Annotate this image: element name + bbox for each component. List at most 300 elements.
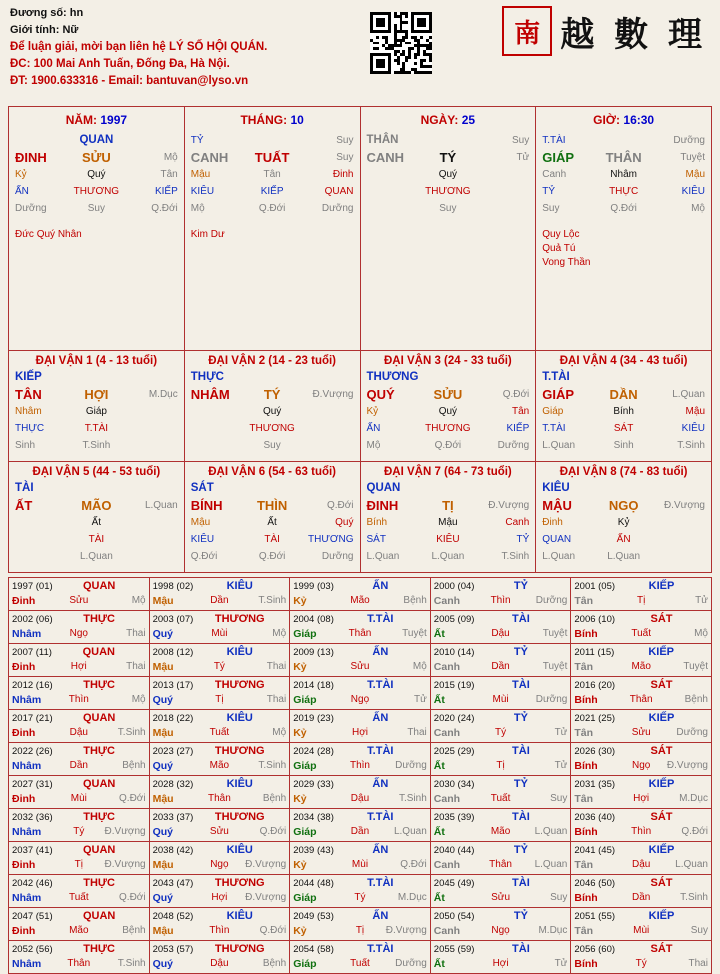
year-stem: Nhâm xyxy=(12,892,42,904)
year-stage: Tuyệt xyxy=(542,628,568,639)
year-ten-god: ẤN xyxy=(372,646,389,658)
year-stem: Bính xyxy=(574,760,598,772)
year-ten-god: SÁT xyxy=(650,943,673,955)
year-cell[interactable] xyxy=(9,743,150,776)
dai-van-period[interactable] xyxy=(185,351,361,461)
cell xyxy=(475,370,529,385)
year-stem: Canh xyxy=(433,925,461,937)
dai-van-line xyxy=(367,387,530,402)
year-ten-god: THƯƠNG xyxy=(214,613,265,625)
year-stem: Giáp xyxy=(293,760,317,772)
year-stem: Kỷ xyxy=(293,595,307,607)
year-ten-god: THỰC xyxy=(83,811,115,823)
year-stage: Bệnh xyxy=(684,694,708,705)
year-cell[interactable] xyxy=(290,842,431,875)
name-value: hn xyxy=(69,7,84,19)
year-stem: Ất xyxy=(433,958,445,970)
year-stem: Ất xyxy=(433,628,445,640)
year-cell[interactable] xyxy=(9,875,150,908)
cell: THỰC xyxy=(15,423,45,434)
year-ten-god: THỰC xyxy=(83,613,115,625)
cell: DẦN xyxy=(609,387,638,402)
page-header xyxy=(8,6,712,106)
year-code: 2032 (36) xyxy=(12,812,53,823)
cell: THƯƠNG xyxy=(73,186,120,197)
year-stage: Suy xyxy=(550,892,568,903)
year-branch: Dậu xyxy=(491,628,510,639)
cell: KIÊU xyxy=(681,186,705,197)
year-code: 2029 (33) xyxy=(293,779,334,790)
year-stem: Ất xyxy=(433,892,445,904)
cell: Đinh xyxy=(332,169,354,180)
cell xyxy=(191,404,245,419)
year-ten-god: THỰC xyxy=(83,679,115,691)
year-cell[interactable] xyxy=(290,809,431,842)
cell xyxy=(651,549,705,564)
cell xyxy=(124,133,178,148)
year-stem: Bính xyxy=(574,892,598,904)
year-code: 2042 (46) xyxy=(12,878,53,889)
dai-van-title: ĐẠI VẬN 5 (44 - 53 tuổi) xyxy=(32,466,161,478)
year-cell[interactable] xyxy=(290,578,431,611)
year-ten-god: THỰC xyxy=(83,745,115,757)
dai-van-title: ĐẠI VẬN 4 (34 - 43 tuổi) xyxy=(559,355,688,367)
year-code: 2006 (10) xyxy=(574,614,616,625)
brand-logo xyxy=(440,6,712,56)
year-cell[interactable] xyxy=(571,677,712,710)
year-cell[interactable] xyxy=(290,644,431,677)
cell xyxy=(124,404,178,419)
year-stem: Quý xyxy=(152,826,174,838)
table-row xyxy=(9,776,712,809)
year-ten-god: TỶ xyxy=(513,778,528,790)
year-cell[interactable] xyxy=(9,908,150,941)
year-ten-god: TÀI xyxy=(512,745,530,757)
dai-van-period[interactable] xyxy=(361,462,537,572)
table-row xyxy=(9,578,712,611)
year-cell[interactable] xyxy=(290,941,431,974)
cell xyxy=(299,370,353,385)
cell xyxy=(475,201,529,216)
year-code: 2003 (07) xyxy=(152,614,194,625)
year-cell[interactable] xyxy=(431,578,572,611)
year-cell[interactable] xyxy=(9,578,150,611)
year-code: 2048 (52) xyxy=(152,911,194,922)
year-cell[interactable] xyxy=(571,743,712,776)
year-cell[interactable] xyxy=(150,908,291,941)
year-cell[interactable] xyxy=(431,809,572,842)
cell: Đ.Vượng xyxy=(312,389,354,400)
year-code: 2041 (45) xyxy=(574,845,616,856)
year-code: 2020 (24) xyxy=(433,713,475,724)
cell: QUAN xyxy=(79,134,114,146)
year-cell[interactable] xyxy=(431,842,572,875)
cell xyxy=(245,481,299,496)
year-code: 2036 (40) xyxy=(574,812,616,823)
year-branch: Hợi xyxy=(633,793,650,804)
year-ten-god: SÁT xyxy=(650,745,673,757)
year-branch: Dậu xyxy=(69,727,88,738)
cell xyxy=(475,184,529,199)
year-ten-god: T.TÀI xyxy=(367,679,394,691)
year-branch: Sửu xyxy=(491,892,511,903)
cell: ẤT xyxy=(15,498,33,513)
year-cell[interactable] xyxy=(571,776,712,809)
year-code: 2043 (47) xyxy=(152,878,194,889)
dai-van-line xyxy=(15,532,178,547)
year-branch: Mão xyxy=(490,826,511,837)
dai-van-line xyxy=(542,421,705,436)
year-cell[interactable] xyxy=(571,908,712,941)
cell: L.Quan xyxy=(542,551,576,562)
year-code: 2039 (43) xyxy=(293,845,334,856)
cell: THÂN xyxy=(366,134,399,146)
dai-van-line xyxy=(542,481,705,496)
year-stage: L.Quan xyxy=(534,859,568,870)
dai-van-period[interactable] xyxy=(185,462,361,572)
year-branch: Dần xyxy=(350,826,370,837)
cell xyxy=(124,370,178,385)
cell: THƯƠNG xyxy=(366,371,419,383)
year-stem: Mậu xyxy=(152,727,174,739)
cell: GIÁP xyxy=(542,387,575,402)
year-branch: Ngọ xyxy=(631,760,651,771)
year-branch: Sửu xyxy=(209,826,229,837)
cell: TÀI xyxy=(88,534,105,545)
cell: Kỷ xyxy=(366,406,379,417)
cell xyxy=(191,421,245,436)
cell: THƯƠNG xyxy=(425,186,471,197)
cell: ĐINH xyxy=(366,498,399,513)
year-stem: Mậu xyxy=(152,661,174,673)
dai-van-title: ĐẠI VẬN 3 (24 - 33 tuổi) xyxy=(383,355,512,367)
year-cell[interactable] xyxy=(9,710,150,743)
cell: L.Quan xyxy=(144,500,178,511)
cell: KIẾP xyxy=(154,186,178,197)
year-cell[interactable] xyxy=(150,842,291,875)
year-cell[interactable] xyxy=(9,842,150,875)
year-cell[interactable] xyxy=(150,875,291,908)
year-cell[interactable] xyxy=(290,710,431,743)
pillar-year-title: NĂM: 1997 xyxy=(65,113,128,127)
year-branch: Tý xyxy=(213,661,225,672)
year-stage: Mộ xyxy=(412,661,427,672)
cell: Nhâm xyxy=(15,406,42,417)
year-ten-god: KIÊU xyxy=(226,778,253,790)
year-cell[interactable] xyxy=(150,611,291,644)
year-cell[interactable] xyxy=(431,941,572,974)
year-cell[interactable] xyxy=(150,677,291,710)
table-row xyxy=(9,710,712,743)
table-row xyxy=(9,875,712,908)
year-cell[interactable] xyxy=(290,875,431,908)
year-ten-god: THƯƠNG xyxy=(214,943,265,955)
year-cell[interactable] xyxy=(571,941,712,974)
year-stem: Nhâm xyxy=(12,826,42,838)
dai-van-period[interactable] xyxy=(9,462,185,572)
year-ten-god: THỰC xyxy=(83,877,115,889)
year-branch: Thân xyxy=(67,958,91,969)
year-code: 2033 (37) xyxy=(152,812,194,823)
year-cell[interactable] xyxy=(9,941,150,974)
cell: L.Quan xyxy=(79,551,113,562)
cell: Q.Đới xyxy=(326,500,354,511)
cell: Kỷ xyxy=(617,517,630,528)
cell: Q.Đới xyxy=(610,203,637,214)
cell: Đ.Vượng xyxy=(663,500,705,511)
cell xyxy=(15,515,69,530)
year-ten-god: T.TÀI xyxy=(367,745,394,757)
year-cell[interactable] xyxy=(571,611,712,644)
cell: ĐINH xyxy=(15,150,47,165)
cell: KIẾP xyxy=(15,371,42,383)
pillar-day-title: NGÀY: 25 xyxy=(420,113,476,127)
year-cell[interactable] xyxy=(9,611,150,644)
year-branch: Thân xyxy=(348,628,372,639)
year-code: 2034 (38) xyxy=(293,812,334,823)
cell: Quý xyxy=(87,169,106,180)
year-ten-god: TÀI xyxy=(512,877,530,889)
year-ten-god: THƯƠNG xyxy=(214,877,265,889)
dai-van-line xyxy=(191,370,354,385)
year-branch: Dậu xyxy=(210,958,229,969)
cell: SỬU xyxy=(433,387,463,402)
year-ten-god: TÀI xyxy=(512,679,530,691)
year-code: 2027 (31) xyxy=(12,779,53,790)
year-stem: Canh xyxy=(433,859,461,871)
year-branch: Mùi xyxy=(492,694,509,705)
year-branch: Tuất xyxy=(209,727,230,738)
year-cell[interactable] xyxy=(571,875,712,908)
year-ten-god: KIÊU xyxy=(226,910,253,922)
cell: THƯƠNG xyxy=(425,423,471,434)
cell: Suy xyxy=(263,440,281,451)
dai-van-title: ĐẠI VẬN 1 (4 - 13 tuổi) xyxy=(35,355,158,367)
dai-van-title: ĐẠI VẬN 7 (64 - 73 tuổi) xyxy=(383,466,512,478)
cell: Mậu xyxy=(190,517,211,528)
year-branch: Thìn xyxy=(490,595,511,606)
cell xyxy=(367,201,421,216)
year-stage: Mộ xyxy=(694,628,708,639)
year-cell[interactable] xyxy=(431,875,572,908)
pillar-note xyxy=(542,228,705,270)
dai-van-line xyxy=(367,421,530,436)
year-cell[interactable] xyxy=(150,644,291,677)
year-stage: T.Sinh xyxy=(258,595,287,606)
year-code: 2000 (04) xyxy=(433,581,475,592)
year-stage: Đ.Vượng xyxy=(245,892,287,903)
year-stem: Mậu xyxy=(152,925,174,937)
year-cell[interactable] xyxy=(571,644,712,677)
year-stem: Kỷ xyxy=(293,661,307,673)
cell: QUÝ xyxy=(366,387,395,402)
cell: SÁT xyxy=(366,534,386,545)
year-branch: Hợi xyxy=(211,892,228,903)
year-code: 2045 (49) xyxy=(433,878,475,889)
year-code: 2052 (56) xyxy=(12,944,53,955)
dai-van-line xyxy=(367,481,530,496)
year-branch: Tý xyxy=(73,826,85,837)
gender-label: Giới tính: xyxy=(10,24,60,36)
cell: Mộ xyxy=(190,203,205,214)
cell xyxy=(124,549,178,564)
table-row xyxy=(9,743,712,776)
cell: QUAN xyxy=(366,482,401,494)
cell: Mậu xyxy=(685,406,705,417)
gender-value: Nữ xyxy=(62,24,79,36)
year-ten-god: KIÊU xyxy=(226,712,253,724)
year-cell[interactable] xyxy=(150,710,291,743)
year-cell[interactable] xyxy=(290,743,431,776)
year-ten-god: TỶ xyxy=(513,712,528,724)
dai-van-period[interactable] xyxy=(536,351,711,461)
dai-van-line xyxy=(15,421,178,436)
year-cell[interactable] xyxy=(571,809,712,842)
year-stem: Quý xyxy=(152,694,174,706)
year-cell[interactable] xyxy=(9,677,150,710)
cell: TỶ xyxy=(190,135,204,146)
year-stage: L.Quan xyxy=(675,859,708,870)
year-stem: Đinh xyxy=(12,793,36,805)
year-code: 2053 (57) xyxy=(152,944,194,955)
cell: MÃO xyxy=(81,498,112,513)
year-code: 2046 (50) xyxy=(574,878,616,889)
year-ten-god: KIÊU xyxy=(226,844,253,856)
year-cell[interactable] xyxy=(290,908,431,941)
year-branch: Tị xyxy=(74,859,83,870)
year-branch: Thìn xyxy=(349,760,370,771)
table-row xyxy=(9,809,712,842)
year-ten-god: KIẾP xyxy=(648,778,675,790)
contact-address: ĐC: 100 Mai Anh Tuấn, Đống Đa, Hà Nội. xyxy=(10,58,230,70)
year-stage: Thai xyxy=(266,694,287,705)
cell xyxy=(299,481,353,496)
year-stem: Giáp xyxy=(293,826,317,838)
dai-van-line xyxy=(542,438,705,453)
cell: MẬU xyxy=(542,498,572,513)
cell: Giáp xyxy=(85,406,107,417)
year-cell[interactable] xyxy=(9,644,150,677)
year-ten-god: ẤN xyxy=(372,778,389,790)
year-branch: Thân xyxy=(207,793,231,804)
cell: Q.Đới xyxy=(151,203,178,214)
cell: Quý xyxy=(335,517,354,528)
dai-van-title: ĐẠI VẬN 8 (74 - 83 tuổi) xyxy=(559,466,688,478)
dai-van-title: ĐẠI VẬN 6 (54 - 63 tuổi) xyxy=(208,466,337,478)
year-cell[interactable] xyxy=(150,743,291,776)
year-stage: Tử xyxy=(554,727,568,738)
year-code: 1997 (01) xyxy=(12,581,53,592)
year-stage: T.Sinh xyxy=(117,958,146,969)
year-cell[interactable] xyxy=(571,578,712,611)
dai-van-period[interactable] xyxy=(536,462,711,572)
year-code: 2047 (51) xyxy=(12,911,53,922)
year-ten-god: T.TÀI xyxy=(367,811,394,823)
cell: Dưỡng xyxy=(15,203,47,214)
dai-van-title: ĐẠI VẬN 2 (14 - 23 tuổi) xyxy=(208,355,337,367)
year-cell[interactable] xyxy=(431,743,572,776)
year-stem: Kỷ xyxy=(293,859,307,871)
year-stage: Tử xyxy=(554,958,568,969)
cell: THỰC xyxy=(609,186,639,197)
cell: THƯƠNG xyxy=(308,534,354,545)
year-cell[interactable] xyxy=(9,809,150,842)
cell xyxy=(651,532,705,547)
year-stem: Tân xyxy=(574,925,594,937)
year-cell[interactable] xyxy=(431,644,572,677)
year-ten-god: KIÊU xyxy=(226,646,253,658)
year-stage: Mộ xyxy=(131,595,146,606)
year-cell[interactable] xyxy=(150,941,291,974)
pillar-note: Đức Quý Nhân xyxy=(15,229,82,240)
year-branch: Dần xyxy=(69,760,88,771)
dai-van-line xyxy=(191,404,354,419)
year-cell[interactable] xyxy=(431,710,572,743)
year-cell[interactable] xyxy=(9,776,150,809)
year-code: 2014 (18) xyxy=(293,680,334,691)
year-code: 2040 (44) xyxy=(433,845,475,856)
year-cell[interactable] xyxy=(290,776,431,809)
cell xyxy=(124,438,178,453)
dai-van-line xyxy=(15,549,178,564)
year-cell[interactable] xyxy=(290,611,431,644)
year-stage: Q.Đới xyxy=(259,925,287,936)
cell xyxy=(367,167,421,182)
year-cell[interactable] xyxy=(290,677,431,710)
dai-van-line xyxy=(15,481,178,496)
year-cell[interactable] xyxy=(150,578,291,611)
cell xyxy=(15,532,69,547)
logo-text: 越 數 理 xyxy=(560,14,706,55)
year-cell[interactable] xyxy=(431,776,572,809)
year-ten-god: KIÊU xyxy=(226,580,253,592)
year-stage: T.Sinh xyxy=(117,727,146,738)
pillar-note-line: Vong Thần xyxy=(542,257,591,268)
year-stage: T.Sinh xyxy=(680,892,708,903)
year-stem: Ất xyxy=(433,694,445,706)
dai-van-period[interactable] xyxy=(361,351,537,461)
year-branch: Thân xyxy=(629,694,653,705)
year-stem: Đinh xyxy=(12,859,36,871)
year-cell[interactable] xyxy=(571,842,712,875)
cell: L.Quan xyxy=(542,440,576,451)
cell: Q.Đới xyxy=(434,440,462,451)
dai-van-period[interactable] xyxy=(9,351,185,461)
cell: Giáp xyxy=(542,406,564,417)
year-branch: Tị xyxy=(355,925,365,936)
year-stem: Canh xyxy=(433,793,461,805)
pillar-hour xyxy=(536,107,711,350)
year-stage: Suy xyxy=(690,925,708,936)
cell: Tuyệt xyxy=(680,152,705,163)
cell: ẤN xyxy=(366,423,381,434)
year-ten-god: QUAN xyxy=(82,910,116,922)
year-cell[interactable] xyxy=(150,809,291,842)
year-cell[interactable] xyxy=(431,611,572,644)
cell: L.Quan xyxy=(607,551,641,562)
year-cell[interactable] xyxy=(431,908,572,941)
year-stem: Đinh xyxy=(12,727,36,739)
year-cell[interactable] xyxy=(431,677,572,710)
year-cell[interactable] xyxy=(150,776,291,809)
year-ten-god: TỶ xyxy=(513,844,528,856)
year-stage: Dưỡng xyxy=(535,595,568,606)
year-cell[interactable] xyxy=(571,710,712,743)
year-stage: Q.Đới xyxy=(119,892,146,903)
year-stem: Ất xyxy=(433,760,445,772)
table-row xyxy=(9,842,712,875)
year-code: 2017 (21) xyxy=(12,713,53,724)
